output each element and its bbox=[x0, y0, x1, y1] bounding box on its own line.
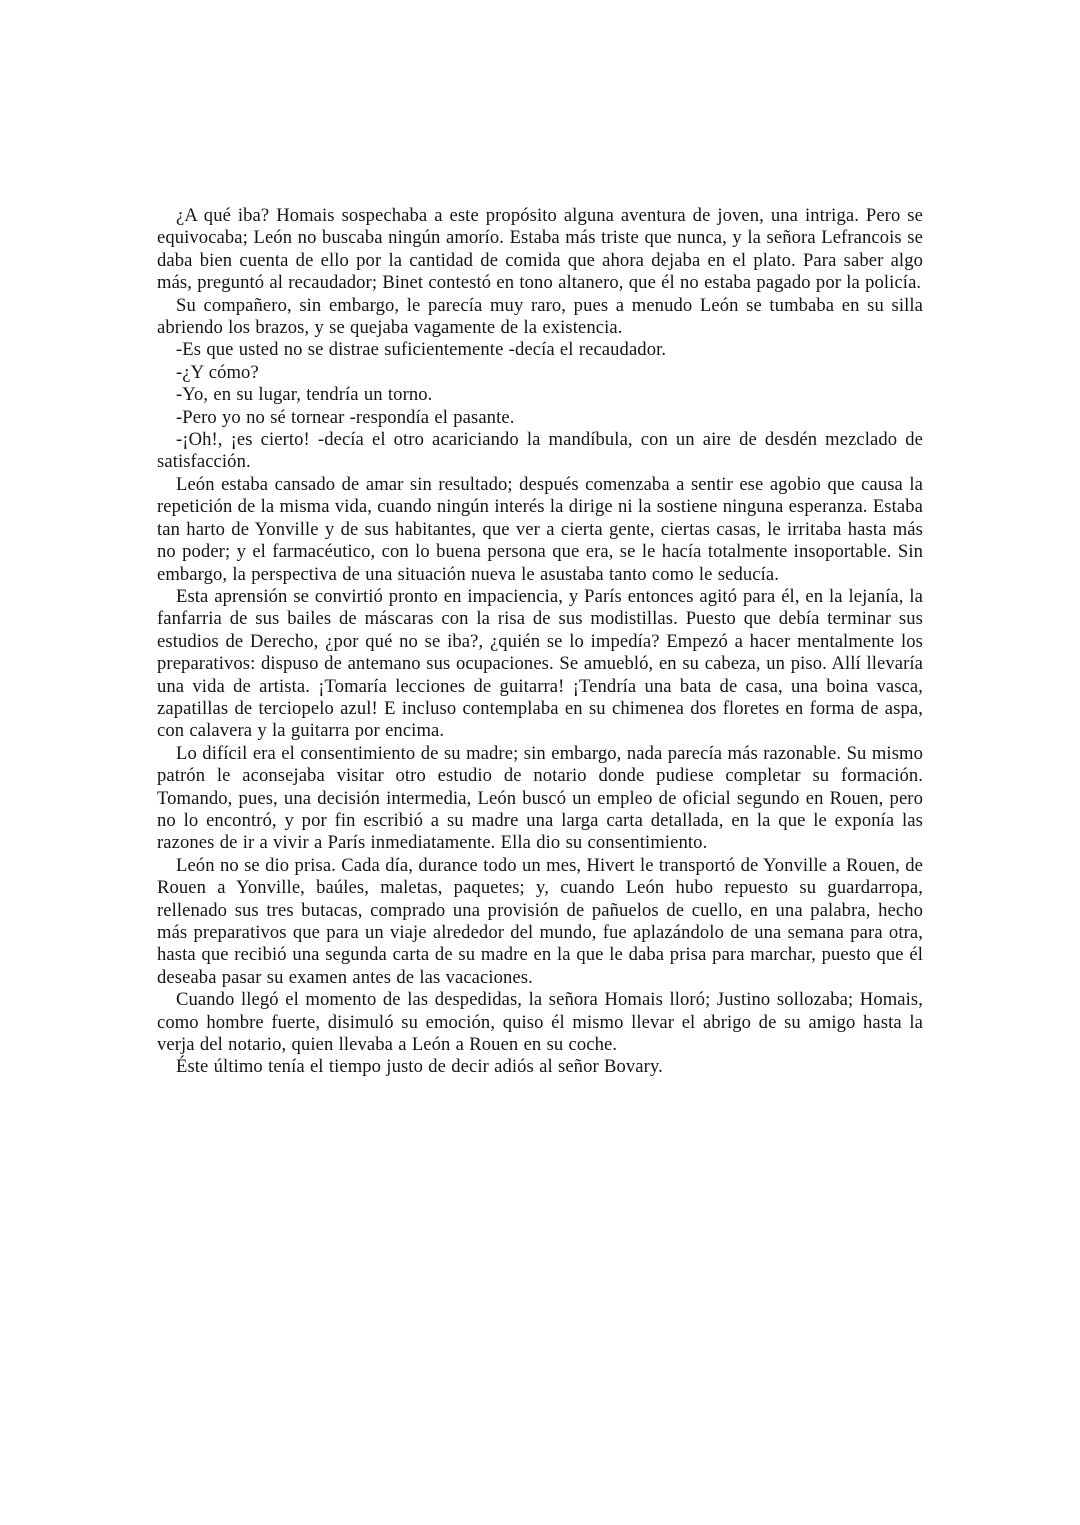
dialogue-line: -¿Y cómo? bbox=[176, 361, 259, 383]
paragraph: Cuando llegó el momento de las despedidas, la señora Homais lloró; Justino sollozaba; Homais, como hombre fuerte, disimuló su emoción, quiso él mismo llevar el abrigo de su amigo hasta la verja del notario, quien llevaba a León a Rouen en su coche. bbox=[157, 989, 923, 1056]
paragraph: Éste último tenía el tiempo justo de decir adiós al señor Bovary. bbox=[176, 1056, 663, 1078]
dialogue-line: -Es que usted no se distrae suficientemente -decía el recaudador. bbox=[176, 339, 667, 361]
text-block bbox=[157, 205, 923, 1079]
dialogue-line: -Pero yo no sé tornear -respondía el pasante. bbox=[176, 406, 515, 428]
paragraph: Su compañero, sin embargo, le parecía muy raro, pues a menudo León se tumbaba en su silla abriendo los brazos, y se quejaba vagamente de la existencia. bbox=[157, 294, 923, 339]
dialogue-line: -¡Oh!, ¡es cierto! -decía el otro acariciando la mandíbula, con un aire de desdén mezclado de satisfacción. bbox=[157, 429, 923, 473]
dialogue-line: -Yo, en su lugar, tendría un torno. bbox=[176, 384, 433, 406]
paragraph: ¿A qué iba? Homais sospechaba a este propósito alguna aventura de joven, una intriga. Pero se equivocaba; León no buscaba ningún amorío. Estaba más triste que nunca, y la señora Lefrancois se daba bien cuenta de ello por la cantidad de comida que ahora dejaba en el plato. Para saber algo más, preguntó al recaudador; Binet contestó en tono altanero, que él no estaba pagado por la policía. bbox=[157, 205, 923, 294]
paragraph: Lo difícil era el consentimiento de su madre; sin embargo, nada parecía más razonable. Su mismo patrón le aconsejaba visitar otro estudio de notario donde pudiese completar su formación. Tomando, pues, una decisión intermedia, León buscó un empleo de oficial segundo en Rouen, pero no lo encontró, y por fin escribió a su madre una larga carta detallada, en la que le exponía las razones de ir a vivir a París inmediatamente. Ella dio su consentimiento. bbox=[157, 742, 923, 854]
paragraph: León estaba cansado de amar sin resultado; después comenzaba a sentir ese agobio que causa la repetición de la misma vida, cuando ningún interés la dirige ni la sostiene ninguna esperanza. Estaba tan harto de Yonville y de sus habitantes, que ver a cierta gente, ciertas casas, le irritaba hasta más no poder; y el farmacéutico, con lo buena persona que era, se le hacía totalmente insoportable. Sin embargo, la perspectiva de una situación nueva le asustaba tanto como le seducía. bbox=[157, 473, 923, 585]
paragraph: Esta aprensión se convirtió pronto en impaciencia, y París entonces agitó para él, en la lejanía, la fanfarria de sus bailes de máscaras con la risa de sus modistillas. Puesto que debía terminar sus estudios de Derecho, ¿por qué no se iba?, ¿quién se lo impedía? Empezó a hacer mentalmente los preparativos: dispuso de antemano sus ocupaciones. Se amuebló, en su cabeza, un piso. Allí llevaría una vida de artista. ¡Tomaría lecciones de guitarra! ¡Tendría una bata de casa, una boina vasca, zapatillas de terciopelo azul! E incluso contemplaba en su chimenea dos floretes en forma de aspa, con calavera y la guitarra por encima. bbox=[157, 585, 923, 742]
paragraph: León no se dio prisa. Cada día, durance todo un mes, Hivert le transportó de Yonville a Rouen, de Rouen a Yonville, baúles, maletas, paquetes; y, cuando León hubo repuesto su guardarropa, rellenado sus tres butacas, comprado una provisión de pañuelos de cuello, en una palabra, hecho más preparativos que para un viaje alrededor del mundo, fue aplazándolo de una semana para otra, hasta que recibió una segunda carta de su madre en la que le daba prisa para marchar, puesto que él deseaba pasar su examen antes de las vacaciones. bbox=[157, 854, 923, 988]
